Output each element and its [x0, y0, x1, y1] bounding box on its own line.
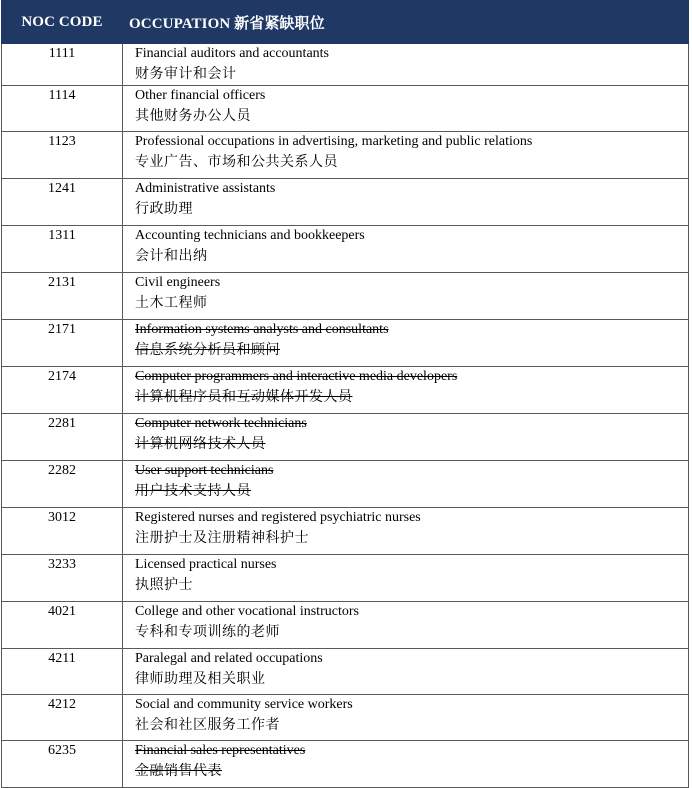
noc-code-cell: 4212 — [2, 695, 123, 741]
noc-code-cell: 1241 — [2, 179, 123, 226]
occupation-english: Computer network technicians — [135, 416, 307, 431]
occupation-chinese: 金融销售代表 — [135, 763, 222, 779]
occupation-chinese: 专科和专项训练的老师 — [135, 624, 280, 640]
table-row — [2, 414, 689, 461]
occupation-chinese: 计算机程序员和互动媒体开发人员 — [135, 389, 353, 405]
occupation-english: User support technicians — [135, 463, 274, 478]
table-row — [2, 320, 689, 367]
occupation-chinese: 计算机网络技术人员 — [135, 436, 266, 452]
noc-code-cell: 3012 — [2, 508, 123, 555]
occupation-cell — [123, 414, 689, 461]
occupation-english: Professional occupations in advertising, marketing and public relations — [135, 134, 533, 149]
noc-code-cell: 2171 — [2, 320, 123, 367]
occupation-english: College and other vocational instructors — [135, 604, 359, 619]
occupation-chinese: 会计和出纳 — [135, 248, 208, 264]
occupation-cell — [123, 226, 689, 273]
occupation-chinese: 信息系统分析员和顾问 — [135, 342, 280, 358]
occupation-cell — [123, 695, 689, 741]
table-row — [2, 367, 689, 414]
noc-code-cell: 2131 — [2, 273, 123, 320]
table-row — [2, 44, 689, 86]
occupation-cell — [123, 508, 689, 555]
occupation-cell — [123, 320, 689, 367]
occupation-english: Registered nurses and registered psychiatric nurses — [135, 510, 421, 525]
noc-code-cell: 4021 — [2, 602, 123, 649]
occupation-chinese: 律师助理及相关职业 — [135, 671, 266, 687]
table-row — [2, 132, 689, 179]
table-row — [2, 86, 689, 132]
occupation-english: Other financial officers — [135, 88, 266, 103]
occupation-chinese: 注册护士及注册精神科护士 — [135, 530, 309, 546]
table-row — [2, 179, 689, 226]
occupation-cell — [123, 461, 689, 508]
occupation-english: Information systems analysts and consultants — [135, 322, 389, 337]
noc-code-cell: 4211 — [2, 649, 123, 695]
noc-code-cell: 2174 — [2, 367, 123, 414]
noc-code-cell: 1311 — [2, 226, 123, 273]
occupation-english: Paralegal and related occupations — [135, 651, 323, 666]
occupation-english: Administrative assistants — [135, 181, 276, 196]
noc-occupation-table — [1, 0, 689, 788]
occupation-chinese: 土木工程师 — [135, 295, 208, 311]
table-row — [2, 273, 689, 320]
noc-code-cell: 1114 — [2, 86, 123, 132]
occupation-cell — [123, 179, 689, 226]
table-row — [2, 226, 689, 273]
occupation-english: Social and community service workers — [135, 697, 353, 712]
occupation-english: Computer programmers and interactive media developers — [135, 369, 458, 384]
table-row — [2, 695, 689, 741]
noc-code-header: NOC CODE — [2, 1, 123, 44]
occupation-cell — [123, 367, 689, 414]
occupation-cell — [123, 741, 689, 788]
noc-code-cell: 1111 — [2, 44, 123, 86]
occupation-cell — [123, 44, 689, 86]
occupation-english: Financial auditors and accountants — [135, 46, 329, 61]
occupation-chinese: 执照护士 — [135, 577, 193, 593]
occupation-chinese: 行政助理 — [135, 201, 193, 217]
occupation-english: Licensed practical nurses — [135, 557, 277, 572]
occupation-english: Civil engineers — [135, 275, 221, 290]
table-row — [2, 555, 689, 602]
noc-code-cell: 6235 — [2, 741, 123, 788]
table-row — [2, 461, 689, 508]
occupation-cell — [123, 86, 689, 132]
occupation-chinese: 财务审计和会计 — [135, 66, 237, 82]
occupation-chinese: 其他财务办公人员 — [135, 108, 251, 124]
table-row — [2, 741, 689, 788]
noc-code-cell: 2281 — [2, 414, 123, 461]
occupation-english: Financial sales representatives — [135, 743, 306, 758]
occupation-header: OCCUPATION 新省紧缺职位 — [123, 1, 689, 44]
occupation-cell — [123, 555, 689, 602]
noc-code-cell: 2282 — [2, 461, 123, 508]
occupation-chinese: 专业广告、市场和公共关系人员 — [135, 154, 338, 170]
noc-code-cell: 1123 — [2, 132, 123, 179]
occupation-cell — [123, 602, 689, 649]
table-row — [2, 508, 689, 555]
occupation-cell — [123, 649, 689, 695]
noc-code-cell: 3233 — [2, 555, 123, 602]
occupation-cell — [123, 132, 689, 179]
table-row — [2, 602, 689, 649]
occupation-english: Accounting technicians and bookkeepers — [135, 228, 365, 243]
table-body — [2, 44, 689, 788]
occupation-chinese: 社会和社区服务工作者 — [135, 717, 280, 733]
table-header-row — [2, 1, 689, 44]
table-row — [2, 649, 689, 695]
occupation-cell — [123, 273, 689, 320]
occupation-chinese: 用户技术支持人员 — [135, 483, 251, 499]
